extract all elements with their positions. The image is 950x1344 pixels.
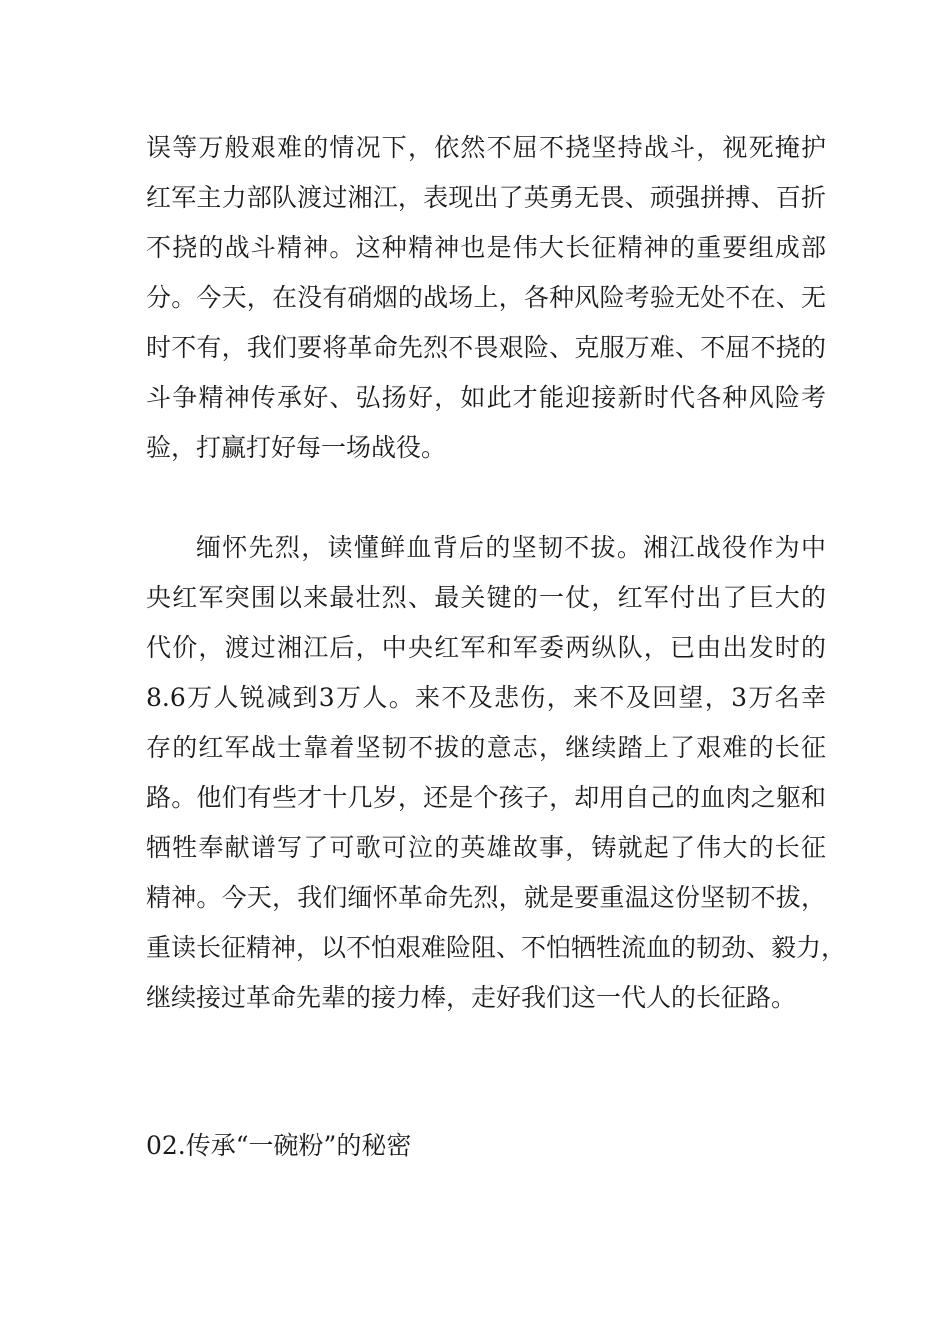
paragraph-1-line: 时不有，我们要将革命先烈不畏艰险、克服万难、不屈不挠的	[146, 333, 826, 362]
paragraph-2-line: 8.6万人锐减到3万人。来不及悲伤，来不及回望，3万名幸	[146, 683, 826, 712]
paragraph-2-line: 重读长征精神，以不怕艰难险阻、不怕牺牲流血的韧劲、毅力，	[146, 933, 847, 962]
paragraph-1-line: 分。今天，在没有硝烟的战场上，各种风险考验无处不在、无	[146, 283, 826, 312]
paragraph-2-line: 路。他们有些才十几岁，还是个孩子，却用自己的血肉之躯和	[146, 783, 826, 812]
paragraph-2-line: 存的红军战士靠着坚韧不拔的意志，继续踏上了艰难的长征	[146, 733, 826, 762]
paragraph-1-line: 不挠的战斗精神。这种精神也是伟大长征精神的重要组成部	[146, 233, 826, 262]
paragraph-2-line: 精神。今天，我们缅怀革命先烈，就是要重温这份坚韧不拔，	[146, 883, 826, 912]
paragraph-2-line: 牺牲奉献谱写了可歌可泣的英雄故事，铸就起了伟大的长征	[146, 833, 826, 862]
paragraph-2-line: 央红军突围以来最壮烈、最关键的一仗，红军付出了巨大的	[146, 583, 826, 612]
section-heading: 02.传承“一碗粉”的秘密	[146, 1131, 412, 1160]
paragraph-2-line: 缅怀先烈，读懂鲜血背后的坚韧不拔。湘江战役作为中	[196, 533, 826, 562]
paragraph-1-line: 误等万般艰难的情况下，依然不屈不挠坚持战斗，视死掩护	[146, 133, 826, 162]
paragraph-1-line: 验，打赢打好每一场战役。	[146, 433, 447, 462]
paragraph-2-line: 代价，渡过湘江后，中央红军和军委两纵队，已由出发时的	[146, 633, 826, 662]
paragraph-2-line: 继续接过革命先辈的接力棒，走好我们这一代人的长征路。	[146, 983, 797, 1012]
paragraph-1-line: 红军主力部队渡过湘江，表现出了英勇无畏、顽强拼搏、百折	[146, 183, 826, 212]
paragraph-1-line: 斗争精神传承好、弘扬好，如此才能迎接新时代各种风险考	[146, 383, 826, 412]
